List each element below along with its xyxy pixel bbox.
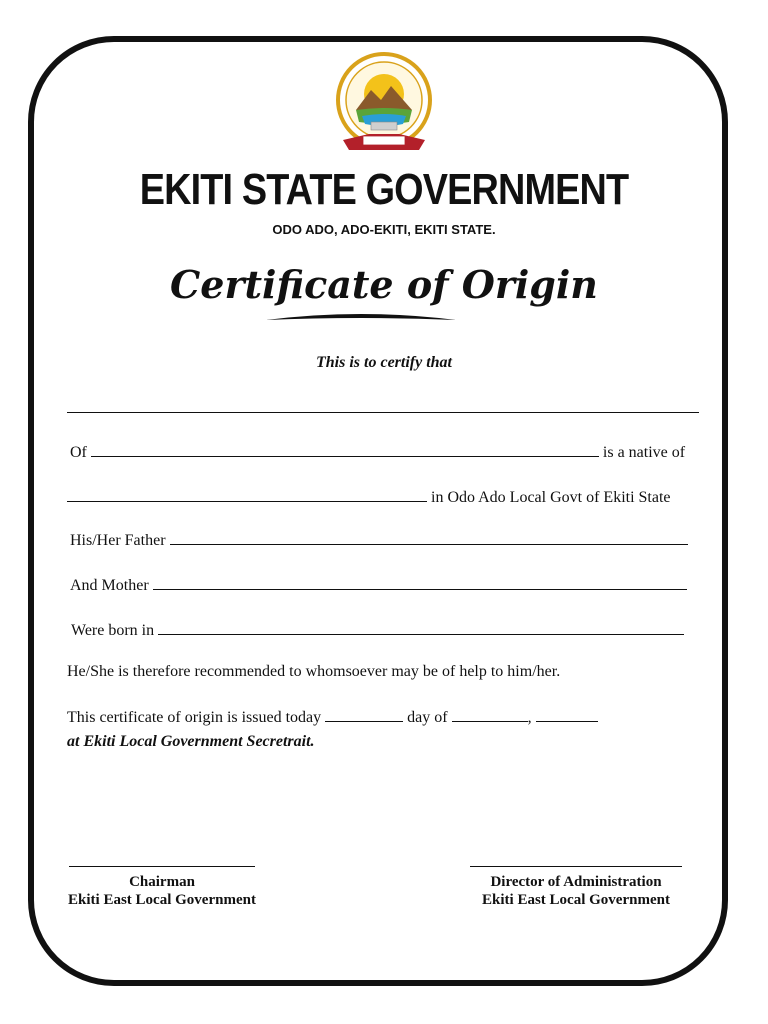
of-blank[interactable]: [91, 442, 599, 457]
recommend-statement: He/She is therefore recommended to whomsoever may be of help to him/her.: [67, 663, 561, 680]
name-blank[interactable]: [67, 398, 699, 413]
director-org: Ekiti East Local Government: [482, 892, 670, 908]
issued-label: This certificate of origin is issued today: [67, 709, 322, 726]
born-line: [71, 620, 684, 640]
secretariat-statement: at Ekiti Local Government Secretrait.: [67, 733, 315, 750]
certify-statement: This is to certify that: [316, 354, 452, 371]
title-underline-swash: [266, 310, 456, 322]
day-of-label: day of: [407, 709, 448, 726]
born-label: Were born in: [71, 622, 155, 639]
chairman-org: Ekiti East Local Government: [68, 892, 256, 908]
mother-line: [70, 575, 687, 595]
date-comma: ,: [527, 709, 532, 726]
father-line: [70, 530, 688, 550]
town-blank[interactable]: [67, 487, 427, 502]
government-address: ODO ADO, ADO-EKITI, EKITI STATE.: [272, 222, 496, 237]
year-blank[interactable]: [536, 707, 598, 722]
director-signature-line[interactable]: [470, 866, 682, 867]
of-label: Of: [70, 444, 87, 461]
mother-blank[interactable]: [153, 575, 687, 590]
native-label: is a native of: [602, 444, 686, 461]
of-line: [70, 442, 685, 462]
ekiti-state-seal-icon: [329, 50, 439, 160]
issued-line: [67, 707, 598, 727]
chairman-signature-line[interactable]: [69, 866, 255, 867]
chairman-signature-block: [66, 866, 258, 909]
name-field-line[interactable]: [67, 398, 699, 418]
born-blank[interactable]: [158, 620, 684, 635]
director-signature-block: [466, 866, 686, 909]
lga-line: [67, 487, 671, 507]
mother-label: And Mother: [70, 577, 149, 594]
father-label: His/Her Father: [70, 532, 166, 549]
director-title: Director of Administration: [490, 874, 662, 890]
day-blank[interactable]: [325, 707, 403, 722]
chairman-title: Chairman: [129, 874, 195, 890]
month-blank[interactable]: [452, 707, 528, 722]
government-title: EKITI STATE GOVERNMENT: [139, 165, 629, 214]
father-blank[interactable]: [170, 530, 688, 545]
lga-label: in Odo Ado Local Govt of Ekiti State: [431, 489, 671, 506]
certificate-title: Certificate of Origin: [170, 262, 598, 307]
